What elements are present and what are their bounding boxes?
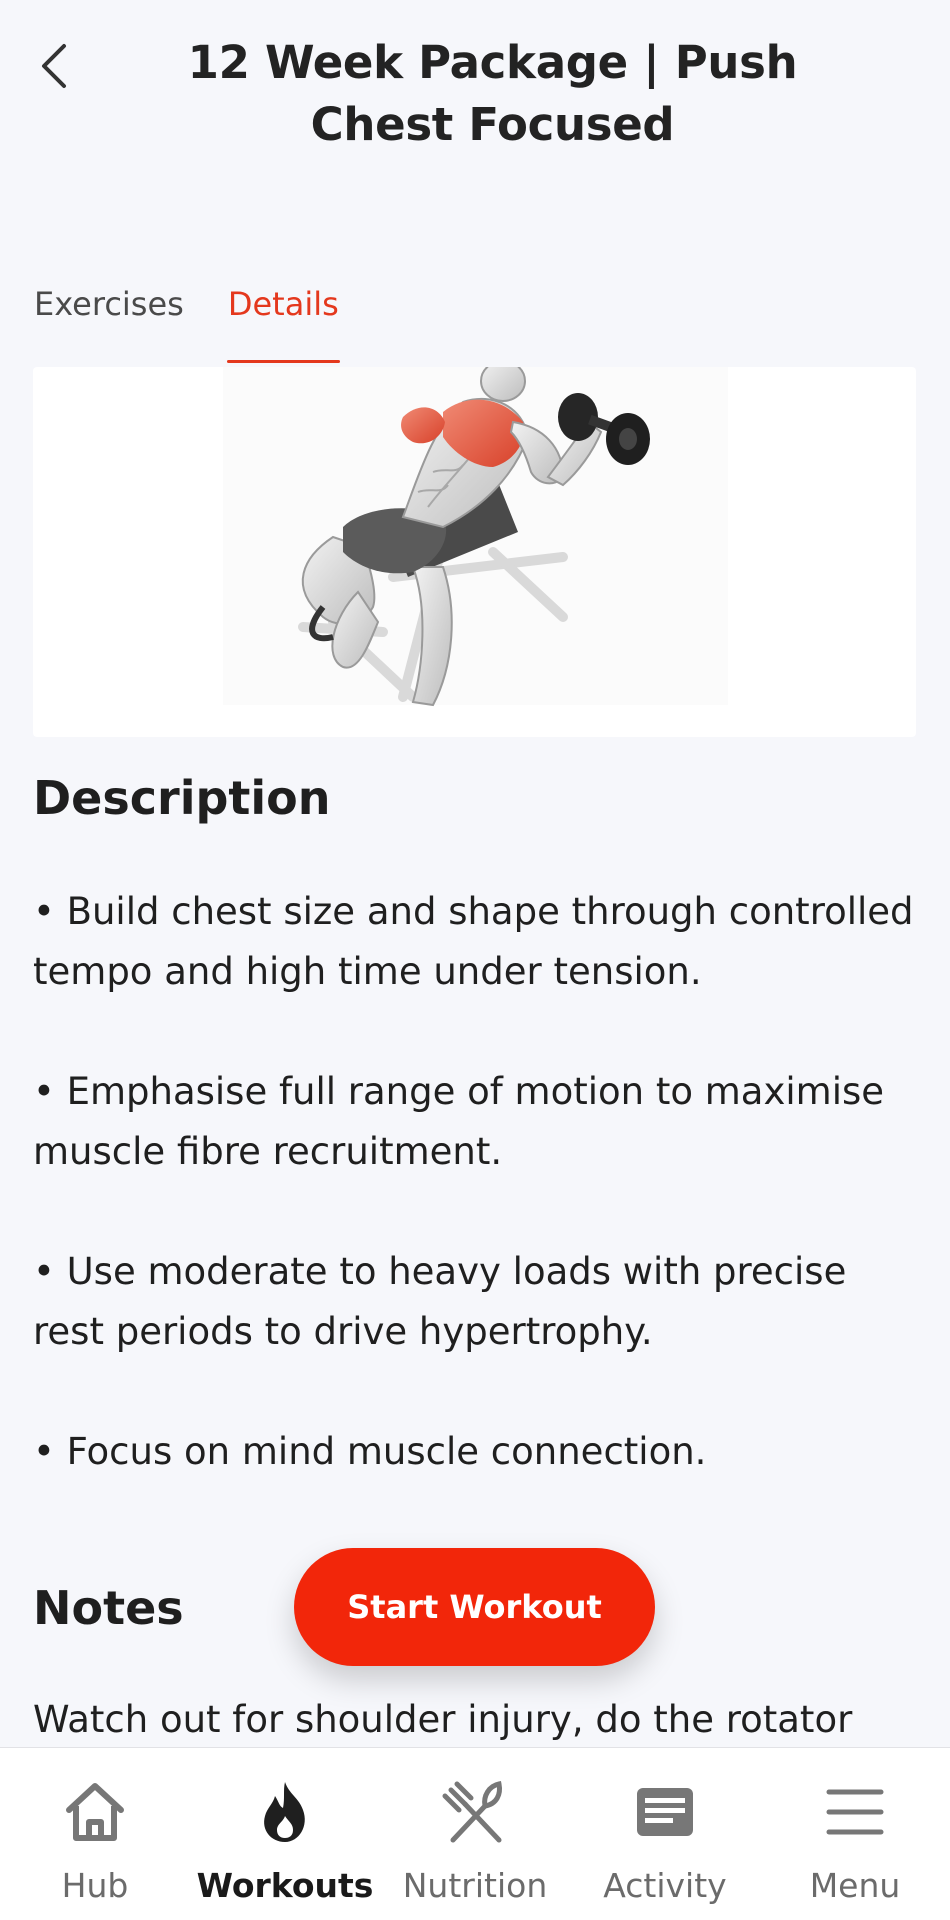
tab-details[interactable]: Details [227, 278, 340, 348]
nav-item-workouts[interactable] [190, 1748, 380, 1920]
description-item: • Emphasise full range of motion to maximise muscle fibre recruitment. [33, 1070, 885, 1173]
header [0, 0, 950, 200]
home-icon [59, 1776, 131, 1848]
fork-knife-icon [439, 1776, 511, 1848]
nav-label: Activity [603, 1866, 727, 1905]
notes-heading: Notes [33, 1581, 184, 1635]
nav-item-nutrition[interactable] [380, 1748, 570, 1920]
nav-item-menu[interactable] [760, 1748, 950, 1920]
description-item: • Build chest size and shape through controlled tempo and high time under tension. [33, 890, 914, 993]
notes-text: Watch out for shoulder injury, do the rotator [33, 1698, 853, 1741]
nav-item-hub[interactable] [0, 1748, 190, 1920]
description-list [33, 882, 923, 1482]
tab-bar [33, 278, 340, 348]
description-heading: Description [33, 771, 331, 825]
exercise-image-card [33, 367, 916, 737]
start-workout-button[interactable]: Start Workout [294, 1548, 655, 1666]
nav-item-activity[interactable] [570, 1748, 760, 1920]
flame-icon [249, 1776, 321, 1848]
back-button[interactable] [22, 30, 86, 102]
hamburger-menu-icon [819, 1776, 891, 1848]
chevron-left-icon [36, 40, 72, 92]
tab-exercises[interactable]: Exercises [34, 285, 184, 323]
nav-label: Workouts [196, 1866, 374, 1905]
nav-label: Nutrition [402, 1866, 548, 1905]
nav-label: Menu [809, 1866, 901, 1905]
description-item: • Use moderate to heavy loads with precise rest periods to drive hypertrophy. [33, 1250, 847, 1353]
bottom-navigation [0, 1747, 950, 1920]
exercise-illustration-icon [33, 367, 916, 737]
nav-label: Hub [61, 1866, 129, 1905]
page-title: 12 Week Package | Push Chest Focused [187, 36, 798, 151]
newspaper-icon [629, 1776, 701, 1848]
description-item: • Focus on mind muscle connection. [33, 1430, 707, 1473]
